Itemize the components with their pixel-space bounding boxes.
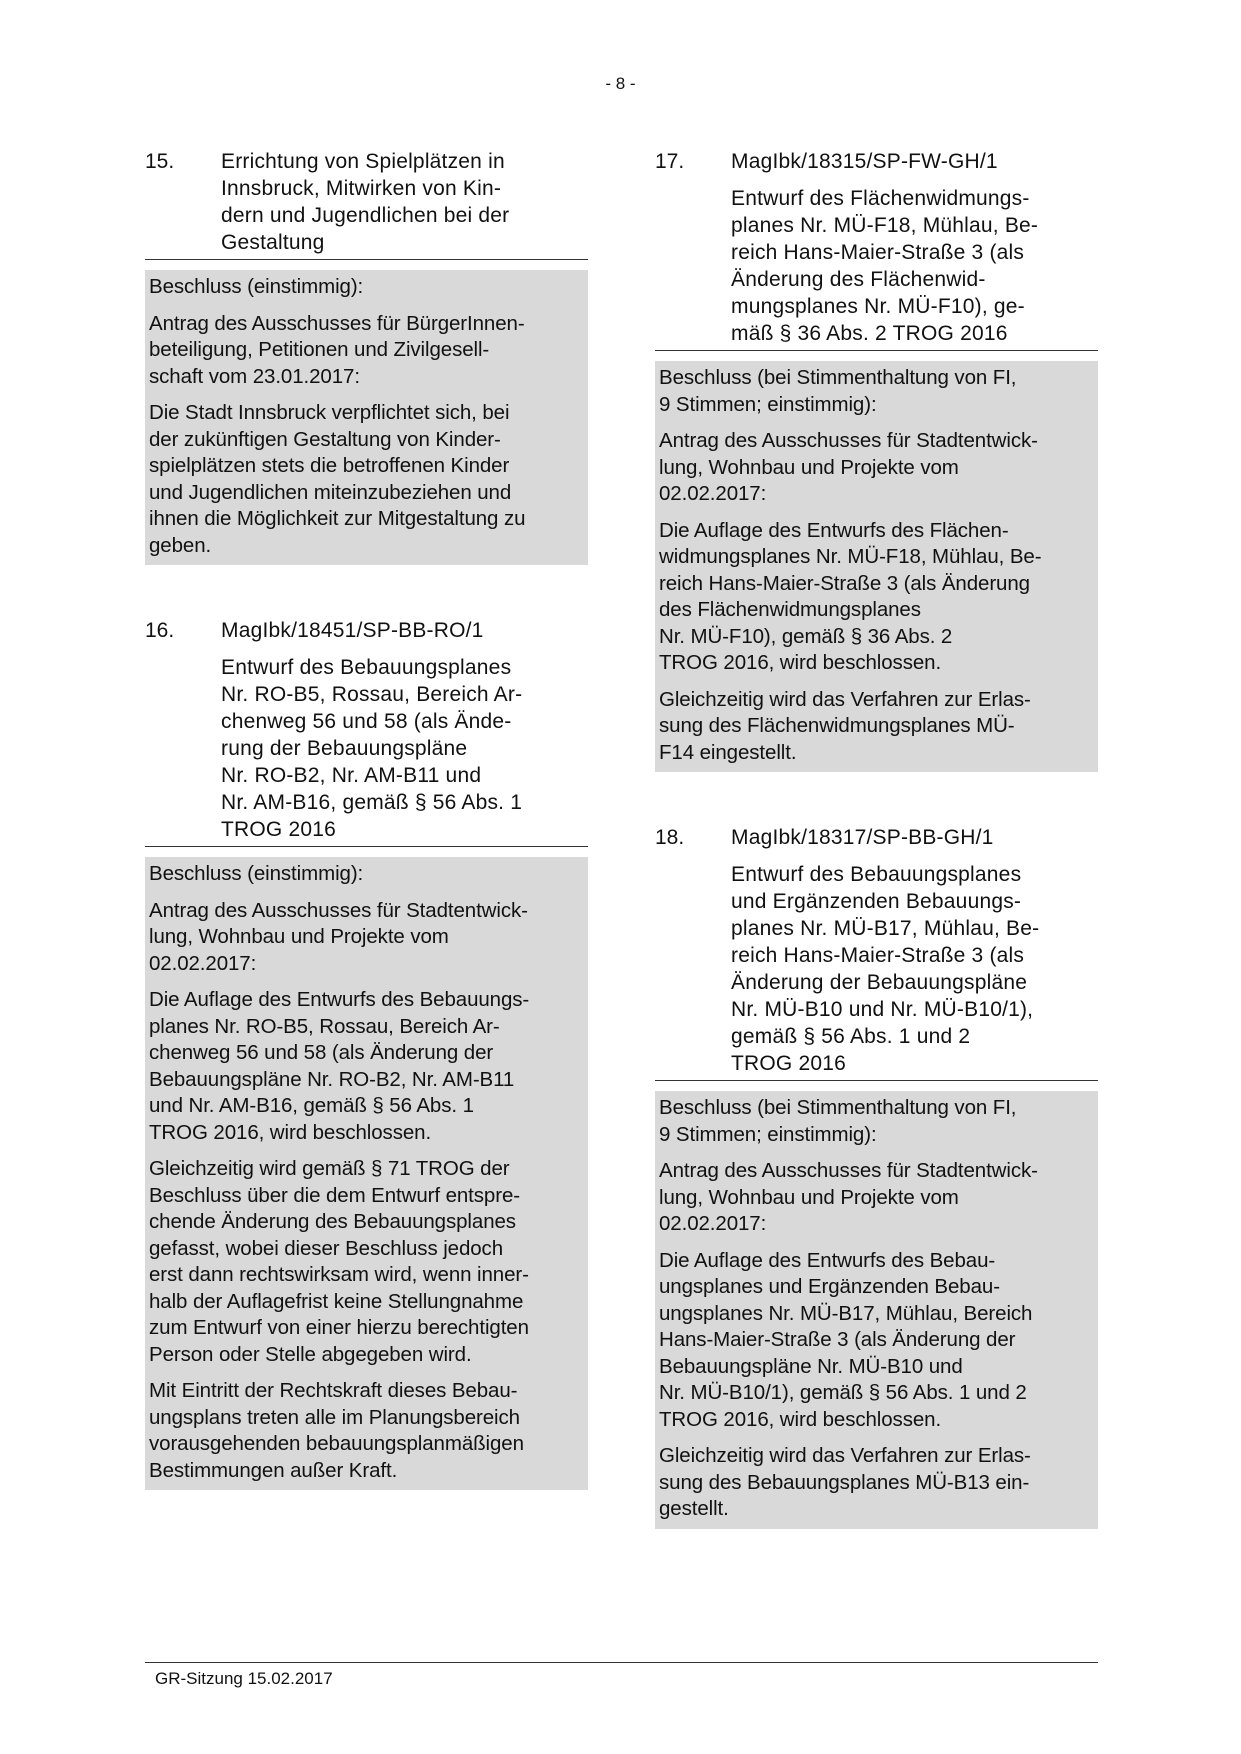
text-line: gestellt. — [659, 1497, 729, 1520]
decision-box — [145, 857, 588, 1490]
decision-label: Beschluss (bei Stimmenthaltung von FI, 9 Stimmen; einstimmig): — [659, 1096, 1017, 1146]
item-reference: MagIbk/18317/SP-BB-GH/1 — [731, 826, 994, 849]
item-reference: MagIbk/18315/SP-FW-GH/1 — [731, 150, 998, 173]
item-heading — [655, 824, 1098, 1081]
item-number: 18. — [655, 826, 685, 849]
text-line: F14 eingestellt. — [659, 740, 797, 764]
decision-box — [145, 270, 588, 565]
text-line: Nr. AM-B16, gemäß § 56 Abs. 1 — [221, 791, 523, 814]
text-line: planes Nr. MÜ-F18, Mühlau, Be- — [731, 214, 1039, 237]
item-title — [731, 824, 1098, 1077]
text-line: Nr. MÜ-F10), gemäß § 36 Abs. 2 — [659, 624, 953, 648]
text-line: Nr. RO-B5, Rossau, Bereich Ar- — [221, 683, 523, 706]
text-line: planes Nr. RO-B5, Rossau, Bereich Ar- — [149, 1014, 500, 1038]
decision-paragraph — [659, 1248, 1092, 1434]
text-line: gefasst, wobei dieser Beschluss jedoch — [149, 1236, 504, 1260]
item-number: 15. — [145, 150, 175, 173]
text-line: vorausgehenden bebauungsplanmäßigen — [149, 1432, 524, 1455]
text-line: Die Auflage des Entwurfs des Bebauungs- — [149, 988, 530, 1011]
footer: GR-Sitzung 15.02.2017 — [145, 1662, 1098, 1689]
text-line: rung der Bebauungspläne — [221, 737, 468, 760]
text-line: Entwurf des Flächenwidmungs- — [731, 187, 1030, 210]
text-line: sung des Flächenwidmungsplanes MÜ- — [659, 714, 1015, 737]
text-line: gemäß § 56 Abs. 1 und 2 — [731, 1025, 971, 1048]
text-line: Errichtung von Spielplätzen in — [221, 150, 505, 173]
text-line: Bebauungspläne Nr. RO-B2, Nr. AM-B11 — [149, 1067, 515, 1091]
text-line: TROG 2016, wird beschlossen. — [659, 651, 942, 674]
text-line: reich Hans-Maier-Straße 3 (als — [731, 241, 1025, 264]
text-line: ungsplanes und Ergänzenden Bebau- — [659, 1275, 1000, 1298]
text-line: chenweg 56 und 58 (als Änderung der — [149, 1041, 494, 1064]
text-line: und Jugendlichen miteinzubeziehen und — [149, 480, 512, 504]
item-title-text — [221, 654, 588, 843]
text-line: Person oder Stelle abgegeben wird. — [149, 1342, 472, 1366]
item-heading — [145, 617, 588, 847]
text-line: Nr. MÜ-B10/1), gemäß § 56 Abs. 1 und 2 — [659, 1381, 1027, 1404]
page-number: - 8 - — [605, 74, 636, 93]
text-line: widmungsplanes Nr. MÜ-F18, Mühlau, Be- — [659, 545, 1042, 568]
text-line: TROG 2016, wird beschlossen. — [659, 1407, 942, 1431]
text-line: 02.02.2017: — [149, 951, 257, 975]
text-line: planes Nr. MÜ-B17, Mühlau, Be- — [731, 917, 1040, 940]
left-column — [145, 148, 588, 1542]
item-reference: MagIbk/18451/SP-BB-RO/1 — [221, 619, 484, 642]
text-line: Innsbruck, Mitwirken von Kin- — [221, 177, 502, 200]
text-line: Gleichzeitig wird gemäß § 71 TROG der — [149, 1157, 510, 1180]
decision-paragraph — [149, 311, 582, 391]
text-line: Gleichzeitig wird das Verfahren zur Erlas- — [659, 687, 1031, 711]
decision-box — [655, 361, 1098, 772]
text-line: schaft vom 23.01.2017: — [149, 364, 360, 388]
decision-paragraph — [659, 518, 1092, 677]
item-title-text — [221, 148, 588, 256]
text-line: Entwurf des Bebauungsplanes — [731, 863, 1022, 886]
text-line: Beschluss über die dem Entwurf entspre- — [149, 1183, 520, 1207]
item-title — [221, 617, 588, 843]
decision-paragraph — [659, 1158, 1092, 1238]
text-line: reich Hans-Maier-Straße 3 (als — [731, 944, 1025, 967]
text-line: Antrag des Ausschusses für Stadtentwick- — [659, 429, 1038, 452]
agenda-item — [655, 824, 1098, 1529]
text-line: Antrag des Ausschusses für Stadtentwick- — [659, 1159, 1038, 1182]
text-line: ungsplanes Nr. MÜ-B17, Mühlau, Bereich — [659, 1301, 1033, 1325]
text-line: beteiligung, Petitionen und Zivilgesell- — [149, 338, 490, 361]
text-line: des Flächenwidmungsplanes — [659, 598, 921, 621]
decision-box — [655, 1091, 1098, 1529]
text-line: dern und Jugendlichen bei der — [221, 204, 510, 227]
text-line: Mit Eintritt der Rechtskraft dieses Bebau- — [149, 1379, 518, 1402]
text-line: TROG 2016 — [221, 818, 337, 841]
agenda-item — [655, 148, 1098, 772]
text-line: geben. — [149, 533, 212, 557]
text-line: mäß § 36 Abs. 2 TROG 2016 — [731, 322, 1008, 345]
text-line: zum Entwurf von einer hierzu berechtigten — [149, 1316, 529, 1339]
decision-label: Beschluss (einstimmig): — [149, 275, 364, 298]
agenda-item — [145, 148, 588, 565]
text-line: Änderung des Flächenwid- — [731, 268, 986, 291]
item-title — [221, 148, 588, 256]
text-line: 02.02.2017: — [659, 482, 767, 505]
decision-paragraph — [659, 1443, 1092, 1523]
text-line: Hans-Maier-Straße 3 (als Änderung der — [659, 1328, 1016, 1351]
text-line: spielplätzen stets die betroffenen Kinder — [149, 454, 510, 477]
text-line: lung, Wohnbau und Projekte vom — [149, 925, 449, 948]
item-title-text — [731, 861, 1098, 1077]
agenda-item — [145, 617, 588, 1490]
text-line: Nr. RO-B2, Nr. AM-B11 und — [221, 764, 482, 787]
text-line: Die Stadt Innsbruck verpflichtet sich, bei — [149, 401, 510, 424]
decision-label: Beschluss (bei Stimmenthaltung von FI, 9 Stimmen; einstimmig): — [659, 366, 1017, 416]
decision-paragraph — [659, 687, 1092, 767]
decision-paragraph — [659, 428, 1092, 508]
item-number: 16. — [145, 619, 175, 642]
item-heading — [145, 148, 588, 260]
text-line: und Ergänzenden Bebauungs- — [731, 890, 1022, 913]
decision-paragraph — [149, 898, 582, 978]
text-line: Entwurf des Bebauungsplanes — [221, 656, 512, 679]
text-line: mungsplanes Nr. MÜ-F10), ge- — [731, 295, 1025, 318]
decision-paragraph — [149, 1378, 582, 1484]
text-line: Die Auflage des Entwurfs des Flächen- — [659, 518, 1009, 542]
decision-paragraph — [149, 1156, 582, 1368]
text-line: erst dann rechtswirksam wird, wenn inner- — [149, 1263, 529, 1286]
text-line: Die Auflage des Entwurfs des Bebau- — [659, 1248, 996, 1272]
text-line: Änderung der Bebauungspläne — [731, 971, 1028, 994]
item-number: 17. — [655, 150, 685, 173]
text-line: Antrag des Ausschusses für Stadtentwick- — [149, 898, 528, 922]
text-line: chende Änderung des Bebauungsplanes — [149, 1210, 516, 1233]
text-line: reich Hans-Maier-Straße 3 (als Änderung — [659, 571, 1030, 595]
text-line: lung, Wohnbau und Projekte vom — [659, 455, 959, 479]
text-line: 02.02.2017: — [659, 1212, 767, 1235]
text-line: ihnen die Möglichkeit zur Mitgestaltung zu — [149, 507, 526, 530]
text-line: Nr. MÜ-B10 und Nr. MÜ-B10/1), — [731, 998, 1034, 1021]
item-title-text — [731, 185, 1098, 347]
decision-label: Beschluss (einstimmig): — [149, 862, 364, 885]
text-line: und Nr. AM-B16, gemäß § 56 Abs. 1 — [149, 1094, 474, 1117]
text-line: Antrag des Ausschusses für BürgerInnen- — [149, 311, 525, 335]
text-line: TROG 2016, wird beschlossen. — [149, 1120, 432, 1144]
decision-paragraph — [149, 987, 582, 1146]
text-line: Gestaltung — [221, 231, 325, 254]
text-line: TROG 2016 — [731, 1052, 847, 1075]
text-line: Gleichzeitig wird das Verfahren zur Erlas- — [659, 1444, 1031, 1467]
text-line: sung des Bebauungsplanes MÜ-B13 ein- — [659, 1470, 1030, 1494]
right-column — [655, 148, 1098, 1581]
text-line: Bebauungspläne Nr. MÜ-B10 und — [659, 1354, 963, 1378]
text-line: lung, Wohnbau und Projekte vom — [659, 1185, 959, 1209]
item-title — [731, 148, 1098, 347]
item-heading — [655, 148, 1098, 351]
decision-paragraph — [149, 400, 582, 559]
text-line: ungsplans treten alle im Planungsbereich — [149, 1405, 520, 1429]
text-line: Bestimmungen außer Kraft. — [149, 1458, 398, 1482]
text-line: der zukünftigen Gestaltung von Kinder- — [149, 427, 501, 451]
text-line: halb der Auflagefrist keine Stellungnahme — [149, 1289, 524, 1313]
text-line: chenweg 56 und 58 (als Ände- — [221, 710, 512, 733]
